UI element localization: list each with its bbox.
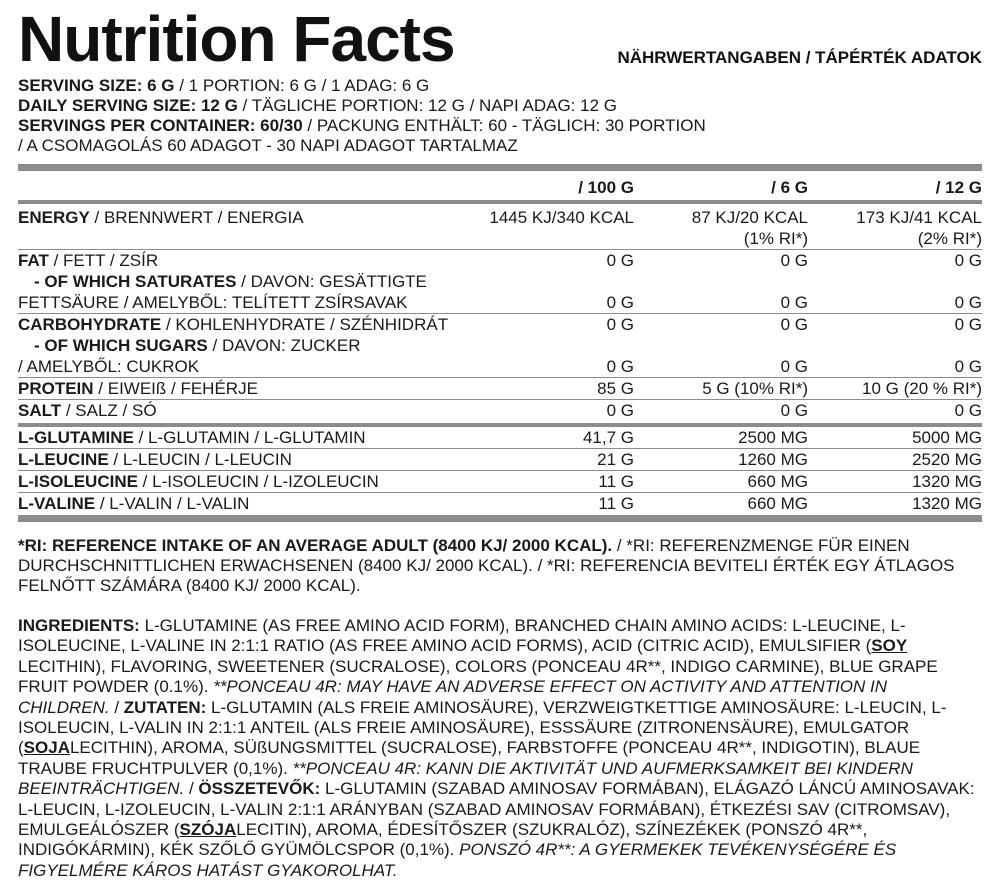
energy-per-12g: 173 KJ/41 KCAL xyxy=(856,208,982,227)
l-isoleucine-per-6g: 660 MG xyxy=(747,472,808,491)
ingredients-text-en: L-GLUTAMINE (AS FREE AMINO ACID FORM), BRANCHED CHAIN AMINO ACIDS: L-LEUCINE, L-ISOLEUCINE, L-VALINE IN 2:1:1 RATIO (AS FREE AMINO ACID FORMS), ACID (CITRIC ACID), EMULSIFIER ( xyxy=(18,616,906,656)
protein-translations: / EIWEIß / FEHÉRJE xyxy=(93,379,258,398)
l-isoleucine-per-12g: 1320 MG xyxy=(912,472,982,491)
l-glutamine-per-100g: 41,7 G xyxy=(582,428,634,447)
daily-serving-translations: / TÄGLICHE PORTION: 12 G / NAPI ADAG: 12 G xyxy=(237,96,617,115)
protein-per-100g: 85 G xyxy=(597,379,634,398)
carbohydrate-per-100g: 0 G xyxy=(606,315,634,334)
divider-thick xyxy=(18,164,982,171)
servings-per-container-translations: / PACKUNG ENTHÄLT: 60 - TÄGLICH: 30 PORTION xyxy=(302,116,706,135)
protein-per-12g: 10 G (20 % RI*) xyxy=(862,379,982,398)
sugars-translations: / DAVON: ZUCKER xyxy=(207,336,361,355)
fat-translations: / FETT / ZSÍR xyxy=(48,251,159,270)
protein-per-6g: 5 G (10% RI*) xyxy=(702,379,808,398)
sugars-label: - OF WHICH SUGARS xyxy=(34,336,208,355)
warning-de: **PONCEAU 4R: KANN DIE AKTIVITÄT UND AUFMERKSAMKEIT BEI KINDERN BEEINTRÄCHTIGEN. xyxy=(18,758,913,799)
l-valine-label: L-VALINE xyxy=(18,494,96,513)
table-row-saturates xyxy=(18,271,982,313)
daily-serving-label: DAILY SERVING SIZE: 12 G xyxy=(18,96,238,115)
l-leucine-per-12g: 2520 MG xyxy=(912,450,982,469)
footnote-bold: *RI: REFERENCE INTAKE OF AN AVERAGE ADULT (8400 KJ/ 2000 KCAL). xyxy=(18,536,613,555)
ingredients-label-en: INGREDIENTS: xyxy=(18,616,140,635)
saturates-translations-line2: FETTSÄURE / AMELYBŐL: TELÍTETT ZSÍRSAVAK xyxy=(18,293,408,312)
allergen-soy-en: SOY xyxy=(871,636,908,656)
ingredients-text-de: L-GLUTAMIN (ALS FREIE AMINOSÄURE), VERZWEIGTKETTIGE AMINOSÄURE: L-LEUCIN, L-ISOLEUCIN, L-VALIN IN 2:1:1 ANTEIL (ALS FREIE AMINOSÄURE), ESSSÄURE (ZITRONENSÄURE), EMULGATOR ( xyxy=(18,697,947,758)
l-glutamine-translations: / L-GLUTAMIN / L-GLUTAMIN xyxy=(133,428,366,447)
sugars-per-6g: 0 G xyxy=(780,357,808,376)
ingredients-block xyxy=(18,616,982,881)
saturates-label: - OF WHICH SATURATES xyxy=(34,272,237,291)
servings-per-container-label: SERVINGS PER CONTAINER: 60/30 xyxy=(18,116,303,135)
l-glutamine-label: L-GLUTAMINE xyxy=(18,428,134,447)
l-glutamine-per-6g: 2500 MG xyxy=(738,428,808,447)
divider-thick xyxy=(18,515,982,522)
energy-per-100g: 1445 KJ/340 KCAL xyxy=(489,208,634,227)
l-valine-per-100g: 11 G xyxy=(598,494,634,513)
l-valine-translations: / L-VALIN / L-VALIN xyxy=(95,494,250,513)
sugars-translations-line2: / AMELYBŐL: CUKROK xyxy=(18,357,200,376)
serving-size-translations: / 1 PORTION: 6 G / 1 ADAG: 6 G xyxy=(174,76,430,95)
saturates-translations: / DAVON: GESÄTTIGTE xyxy=(236,272,427,291)
table-row-l-glutamine xyxy=(18,427,982,448)
carbohydrate-label: CARBOHYDRATE xyxy=(18,315,162,334)
fat-per-6g: 0 G xyxy=(780,251,808,270)
l-isoleucine-per-100g: 11 G xyxy=(598,472,634,491)
ingredients-text-hu: L-GLUTAMIN (SZABAD AMINOSAV FORMÁBAN), ELÁGAZÓ LÁNCÚ AMINOSAVAK: L-LEUCIN, L-IZOLEUCIN, L-VALIN 2:1:1 ARÁNYBAN (SZABAD AMINOSAV FORMÁBAN), ÉTKEZÉSI SAV (CITROMSAV), EMULGEÁLÓSZER ( xyxy=(18,779,975,840)
serving-info xyxy=(18,76,982,156)
energy-per-6g-ri: (1% RI*) xyxy=(743,229,808,248)
sugars-per-12g: 0 G xyxy=(954,357,982,376)
table-row-fat xyxy=(18,250,982,271)
ingredients-text-hu-2: LECITIN), AROMA, ÉDESÍTŐSZER (SZUKRALÓZ), SZÍNEZÉKEK (PONSZÓ 4R**, INDIGÓKÁRMIN), KÉK SZŐLŐ GYÜMÖLCSPOR (0,1%). xyxy=(18,820,868,860)
allergen-soy-de: SOJA xyxy=(23,738,70,758)
serving-size-label: SERVING SIZE: 6 G xyxy=(18,76,175,95)
column-header-100g: / 100 G xyxy=(578,178,634,197)
carbohydrate-translations: / KOHLENHYDRATE / SZÉNHIDRÁT xyxy=(161,315,449,334)
l-valine-per-6g: 660 MG xyxy=(747,494,808,513)
salt-translations: / SALZ / SÓ xyxy=(61,401,157,420)
l-isoleucine-label: L-ISOLEUCINE xyxy=(18,472,138,491)
l-leucine-per-100g: 21 G xyxy=(597,450,634,469)
ingredients-label-hu: ÖSSZETEVŐK: xyxy=(198,779,321,799)
salt-per-100g: 0 G xyxy=(606,401,634,420)
energy-per-12g-ri: (2% RI*) xyxy=(917,229,982,248)
saturates-per-100g: 0 G xyxy=(606,293,634,312)
title-row xyxy=(18,3,982,76)
ingredients-text-de-2: LECITHIN), AROMA, SÜßUNGSMITTEL (SUCRALOSE), FARBSTOFFE (PONCEAU 4R**, INDIGOTIN), BLAUE TRAUBE FRUCHTPULVER (0,1%). xyxy=(18,738,921,778)
salt-per-6g: 0 G xyxy=(780,401,808,420)
nutrition-label xyxy=(18,3,982,881)
column-header-6g: / 6 G xyxy=(771,178,808,197)
energy-translations: / BRENNWERT / ENERGIA xyxy=(89,208,304,227)
fat-label: FAT xyxy=(18,251,49,270)
l-leucine-label: L-LEUCINE xyxy=(18,450,109,469)
ingredients-text-en-2: LECITHIN), FLAVORING, SWEETENER (SUCRALOSE), COLORS (PONCEAU 4R**, INDIGO CARMINE), BLUE GRAPE FRUIT POWDER (0.1%). xyxy=(18,656,938,697)
salt-per-12g: 0 G xyxy=(954,401,982,420)
l-glutamine-per-12g: 5000 MG xyxy=(912,428,982,447)
sugars-per-100g: 0 G xyxy=(606,357,634,376)
footnote-translations: / *RI: REFERENZMENGE FÜR EINEN DURCHSCHNITTLICHEN ERWACHSENEN (8400 KJ/ 2000 KCAL). / *RI: REFERENCIA BEVITELI ÉRTÉK EGY ÁTLAGOS FELNŐTT SZÁMÁRA (8400 KJ/ 2000 KCAL). xyxy=(18,536,955,595)
protein-label: PROTEIN xyxy=(18,379,94,398)
saturates-per-12g: 0 G xyxy=(954,293,982,312)
table-row-carbohydrate xyxy=(18,314,982,335)
energy-label: ENERGY xyxy=(18,208,90,227)
table-row-salt xyxy=(18,400,982,421)
table-row-l-leucine xyxy=(18,449,982,470)
warning-en: **PONCEAU 4R: MAY HAVE AN ADVERSE EFFECT ON ACTIVITY AND ATTENTION IN CHILDREN. xyxy=(18,677,888,717)
saturates-per-6g: 0 G xyxy=(780,293,808,312)
separator: / xyxy=(109,697,124,717)
page-title: Nutrition Facts xyxy=(18,3,455,75)
column-header-12g: / 12 G xyxy=(935,178,982,197)
table-row-sugars xyxy=(18,335,982,377)
page-subtitle: NÄHRWERTANGABEN / TÁPÉRTÉK ADATOK xyxy=(617,48,982,67)
allergen-soy-hu: SZÓJA xyxy=(179,820,237,840)
separator: / xyxy=(184,779,199,799)
table-row-protein xyxy=(18,378,982,399)
warning-hu: PONSZÓ 4R**: A GYERMEKEK TEVÉKENYSÉGÉRE ÉS FIGYELMÉRE KÁROS HATÁST GYAKOROLHAT. xyxy=(18,840,897,880)
ingredients-label-de: ZUTATEN: xyxy=(123,697,207,717)
servings-per-container-hu: / A CSOMAGOLÁS 60 ADAGOT - 30 NAPI ADAGOT TARTALMAZ xyxy=(18,136,518,155)
l-isoleucine-translations: / L-ISOLEUCIN / L-IZOLEUCIN xyxy=(137,472,379,491)
energy-per-6g: 87 KJ/20 KCAL xyxy=(691,208,808,227)
carbohydrate-per-12g: 0 G xyxy=(954,315,982,334)
fat-per-100g: 0 G xyxy=(606,251,634,270)
l-valine-per-12g: 1320 MG xyxy=(912,494,982,513)
nutrition-table xyxy=(18,171,982,522)
table-header xyxy=(18,171,982,200)
reference-intake-footnote xyxy=(18,536,982,596)
l-leucine-per-6g: 1260 MG xyxy=(738,450,808,469)
salt-label: SALT xyxy=(18,401,62,420)
table-row-l-valine xyxy=(18,493,982,514)
table-row-l-isoleucine xyxy=(18,471,982,492)
fat-per-12g: 0 G xyxy=(954,251,982,270)
carbohydrate-per-6g: 0 G xyxy=(780,315,808,334)
table-row-energy xyxy=(18,204,982,249)
l-leucine-translations: / L-LEUCIN / L-LEUCIN xyxy=(108,450,292,469)
